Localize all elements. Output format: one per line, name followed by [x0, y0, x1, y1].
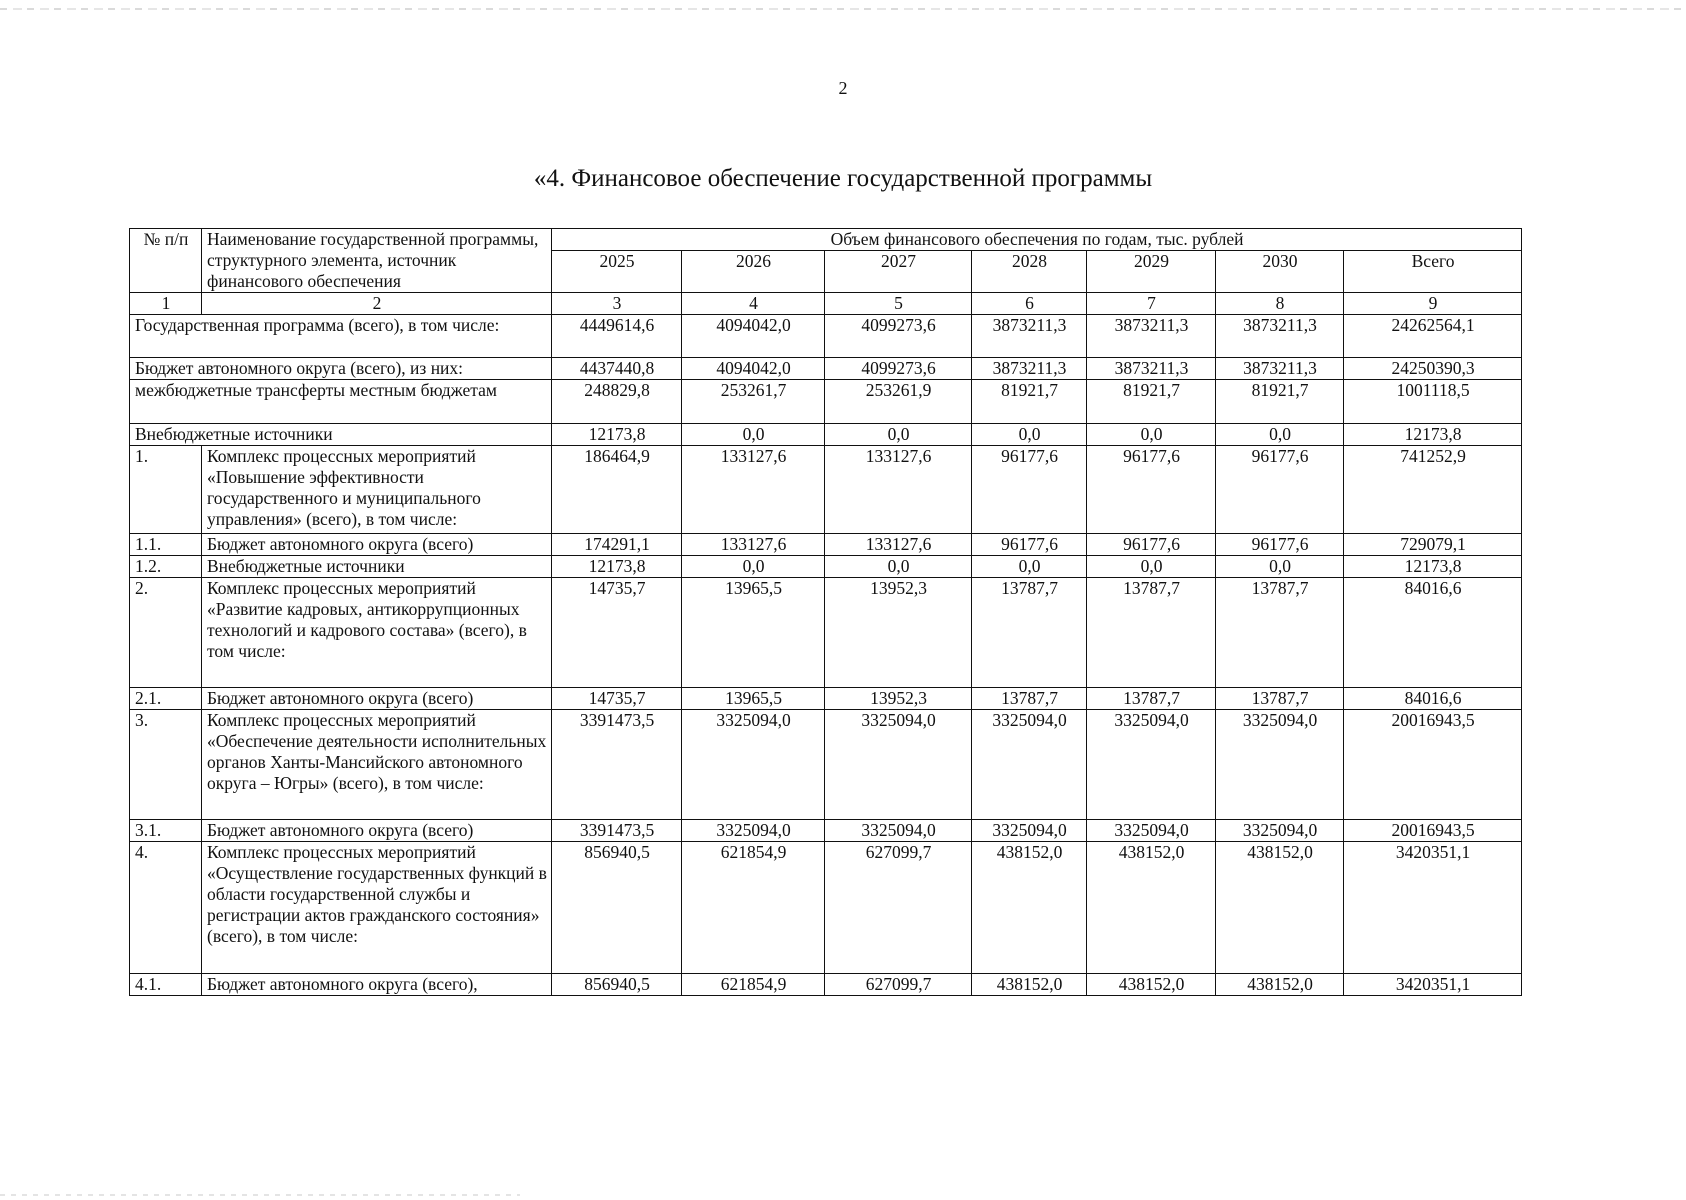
row-year-value: 96177,6	[972, 446, 1087, 534]
index-cell: 2	[202, 293, 552, 315]
row-name: Комплекс процессных мероприятий «Развитие кадровых, антикоррупционных технологий и кадрового состава» (всего), в том числе:	[202, 578, 552, 688]
row-year-value: 248829,8	[552, 380, 682, 424]
row-total-value: 1001118,5	[1344, 380, 1522, 424]
scan-edge-bottom	[0, 1194, 520, 1196]
header-row-1	[130, 229, 1522, 251]
row-year-value: 0,0	[1087, 556, 1216, 578]
index-row	[130, 293, 1522, 315]
header-num: № п/п	[130, 229, 202, 293]
row-year-value: 3873211,3	[1087, 358, 1216, 380]
row-year-value: 133127,6	[682, 446, 825, 534]
row-year-value: 3325094,0	[972, 820, 1087, 842]
index-cell: 9	[1344, 293, 1522, 315]
row-year-value: 3325094,0	[682, 710, 825, 820]
row-year-value: 0,0	[1216, 424, 1344, 446]
row-year-value: 0,0	[972, 556, 1087, 578]
row-year-value: 13787,7	[1216, 578, 1344, 688]
table-row	[130, 424, 1522, 446]
row-number: 1.	[130, 446, 202, 534]
row-year-value: 438152,0	[1216, 842, 1344, 974]
row-year-value: 253261,7	[682, 380, 825, 424]
header-year-2030: 2030	[1216, 251, 1344, 293]
table-row	[130, 842, 1522, 974]
row-total-value: 3420351,1	[1344, 842, 1522, 974]
row-number: 3.	[130, 710, 202, 820]
row-year-value: 3325094,0	[1087, 820, 1216, 842]
header-year-2025: 2025	[552, 251, 682, 293]
row-name: Бюджет автономного округа (всего), из них:	[130, 358, 552, 380]
row-total-value: 12173,8	[1344, 556, 1522, 578]
row-year-value: 13952,3	[825, 578, 972, 688]
row-year-value: 3873211,3	[1216, 315, 1344, 358]
row-year-value: 14735,7	[552, 578, 682, 688]
index-cell: 6	[972, 293, 1087, 315]
document-title: «4. Финансовое обеспечение государственной программы	[533, 165, 1153, 192]
row-year-value: 81921,7	[1087, 380, 1216, 424]
row-year-value: 3325094,0	[1216, 710, 1344, 820]
table-row	[130, 556, 1522, 578]
row-name: Комплекс процессных мероприятий «Повышение эффективности государственного и муниципального управления» (всего), в том числе:	[202, 446, 552, 534]
row-name: Комплекс процессных мероприятий «Обеспечение деятельности исполнительных органов Ханты-Мансийского автономного округа – Югры» (всего), в том числе:	[202, 710, 552, 820]
row-total-value: 24250390,3	[1344, 358, 1522, 380]
row-total-value: 741252,9	[1344, 446, 1522, 534]
table-row	[130, 446, 1522, 534]
header-year-2028: 2028	[972, 251, 1087, 293]
row-year-value: 13787,7	[1216, 688, 1344, 710]
row-year-value: 13787,7	[1087, 688, 1216, 710]
row-year-value: 4437440,8	[552, 358, 682, 380]
row-year-value: 13965,5	[682, 688, 825, 710]
row-total-value: 84016,6	[1344, 578, 1522, 688]
row-year-value: 14735,7	[552, 688, 682, 710]
row-year-value: 438152,0	[972, 974, 1087, 996]
table-row	[130, 974, 1522, 996]
header-name: Наименование государственной программы, структурного элемента, источник финансового обеспечения	[202, 229, 552, 293]
row-year-value: 438152,0	[1216, 974, 1344, 996]
header-year-2029: 2029	[1087, 251, 1216, 293]
index-cell: 7	[1087, 293, 1216, 315]
row-year-value: 174291,1	[552, 534, 682, 556]
row-year-value: 621854,9	[682, 974, 825, 996]
row-year-value: 438152,0	[972, 842, 1087, 974]
row-total-value: 3420351,1	[1344, 974, 1522, 996]
row-name: Бюджет автономного округа (всего)	[202, 534, 552, 556]
table-row	[130, 710, 1522, 820]
row-year-value: 627099,7	[825, 974, 972, 996]
row-year-value: 3873211,3	[972, 358, 1087, 380]
index-cell: 3	[552, 293, 682, 315]
row-year-value: 13965,5	[682, 578, 825, 688]
row-number: 4.1.	[130, 974, 202, 996]
table-row	[130, 315, 1522, 358]
index-cell: 1	[130, 293, 202, 315]
row-number: 2.	[130, 578, 202, 688]
row-name: Государственная программа (всего), в том числе:	[130, 315, 552, 358]
row-number: 3.1.	[130, 820, 202, 842]
row-year-value: 3325094,0	[682, 820, 825, 842]
page-number: 2	[838, 78, 848, 98]
row-year-value: 4099273,6	[825, 315, 972, 358]
table-body	[130, 229, 1522, 996]
row-year-value: 0,0	[682, 556, 825, 578]
row-year-value: 0,0	[1216, 556, 1344, 578]
row-year-value: 96177,6	[1216, 446, 1344, 534]
row-total-value: 729079,1	[1344, 534, 1522, 556]
row-year-value: 4449614,6	[552, 315, 682, 358]
financing-table	[129, 228, 1522, 996]
row-year-value: 4094042,0	[682, 358, 825, 380]
row-year-value: 133127,6	[682, 534, 825, 556]
table-row	[130, 578, 1522, 688]
table-row	[130, 688, 1522, 710]
row-year-value: 253261,9	[825, 380, 972, 424]
row-year-value: 4099273,6	[825, 358, 972, 380]
row-year-value: 3391473,5	[552, 820, 682, 842]
row-total-value: 12173,8	[1344, 424, 1522, 446]
row-year-value: 96177,6	[1087, 446, 1216, 534]
row-year-value: 3325094,0	[1216, 820, 1344, 842]
row-year-value: 4094042,0	[682, 315, 825, 358]
row-year-value: 12173,8	[552, 424, 682, 446]
row-year-value: 186464,9	[552, 446, 682, 534]
row-year-value: 856940,5	[552, 974, 682, 996]
row-year-value: 438152,0	[1087, 842, 1216, 974]
row-number: 1.2.	[130, 556, 202, 578]
row-total-value: 24262564,1	[1344, 315, 1522, 358]
row-year-value: 13952,3	[825, 688, 972, 710]
row-year-value: 0,0	[825, 424, 972, 446]
row-number: 2.1.	[130, 688, 202, 710]
row-year-value: 81921,7	[972, 380, 1087, 424]
row-total-value: 20016943,5	[1344, 710, 1522, 820]
row-year-value: 81921,7	[1216, 380, 1344, 424]
row-year-value: 3873211,3	[972, 315, 1087, 358]
row-year-value: 3325094,0	[1087, 710, 1216, 820]
row-total-value: 20016943,5	[1344, 820, 1522, 842]
row-year-value: 856940,5	[552, 842, 682, 974]
row-total-value: 84016,6	[1344, 688, 1522, 710]
index-cell: 4	[682, 293, 825, 315]
row-name: Бюджет автономного округа (всего)	[202, 820, 552, 842]
table-row	[130, 534, 1522, 556]
row-year-value: 133127,6	[825, 534, 972, 556]
row-name: межбюджетные трансферты местным бюджетам	[130, 380, 552, 424]
row-name: Комплекс процессных мероприятий «Осуществление государственных функций в области государственной службы и регистрации актов гражданского состояния» (всего), в том числе:	[202, 842, 552, 974]
header-group: Объем финансового обеспечения по годам, тыс. рублей	[552, 229, 1522, 251]
row-year-value: 96177,6	[1216, 534, 1344, 556]
table-row	[130, 358, 1522, 380]
row-year-value: 13787,7	[972, 578, 1087, 688]
row-year-value: 627099,7	[825, 842, 972, 974]
row-number: 1.1.	[130, 534, 202, 556]
row-name: Внебюджетные источники	[130, 424, 552, 446]
row-year-value: 0,0	[1087, 424, 1216, 446]
header-year-2026: 2026	[682, 251, 825, 293]
row-year-value: 133127,6	[825, 446, 972, 534]
row-year-value: 3873211,3	[1216, 358, 1344, 380]
row-year-value: 0,0	[825, 556, 972, 578]
row-year-value: 96177,6	[972, 534, 1087, 556]
row-year-value: 13787,7	[1087, 578, 1216, 688]
row-year-value: 3873211,3	[1087, 315, 1216, 358]
table-row	[130, 820, 1522, 842]
header-year-2027: 2027	[825, 251, 972, 293]
row-year-value: 3325094,0	[825, 820, 972, 842]
row-year-value: 0,0	[682, 424, 825, 446]
scan-edge-top	[0, 8, 1686, 10]
row-year-value: 13787,7	[972, 688, 1087, 710]
table-row	[130, 380, 1522, 424]
row-year-value: 438152,0	[1087, 974, 1216, 996]
row-name: Бюджет автономного округа (всего)	[202, 688, 552, 710]
index-cell: 8	[1216, 293, 1344, 315]
row-year-value: 0,0	[972, 424, 1087, 446]
row-year-value: 12173,8	[552, 556, 682, 578]
row-year-value: 3391473,5	[552, 710, 682, 820]
row-year-value: 96177,6	[1087, 534, 1216, 556]
row-year-value: 3325094,0	[825, 710, 972, 820]
row-year-value: 621854,9	[682, 842, 825, 974]
row-year-value: 3325094,0	[972, 710, 1087, 820]
row-name: Бюджет автономного округа (всего),	[202, 974, 552, 996]
row-name: Внебюджетные источники	[202, 556, 552, 578]
index-cell: 5	[825, 293, 972, 315]
row-number: 4.	[130, 842, 202, 974]
header-total: Всего	[1344, 251, 1522, 293]
